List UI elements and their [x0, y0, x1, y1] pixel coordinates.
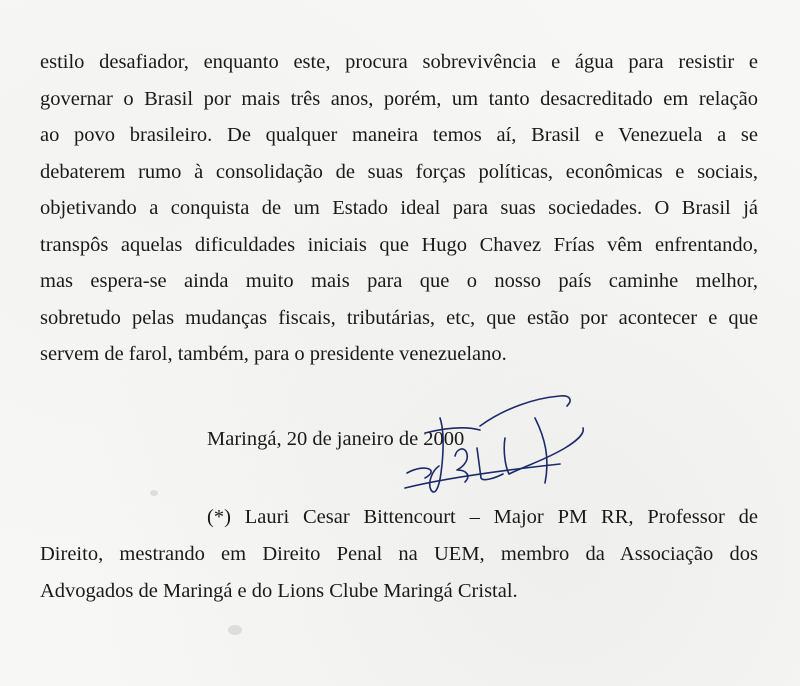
body-line: ao povo brasileiro. De qualquer maneira temos aí, Brasil e Venezuela a se — [40, 124, 758, 146]
author-note — [40, 499, 758, 610]
ink-smudge — [228, 625, 242, 635]
handwritten-signature — [385, 378, 595, 513]
author-note-line: Direito, mestrando em Direito Penal na UEM, membro da Associação dos — [40, 543, 758, 565]
body-line: estilo desafiador, enquanto este, procura sobrevivência e água para resistir e — [40, 51, 758, 73]
body-line: mas espera-se ainda muito mais para que o nosso país caminhe melhor, — [40, 270, 758, 292]
author-note-line: Advogados de Maringá e do Lions Clube Maringá Cristal. — [40, 580, 518, 602]
dateline: Maringá, 20 de janeiro de 2000 — [207, 428, 465, 450]
ink-smudge — [150, 490, 158, 496]
body-line: sobretudo pelas mudanças fiscais, tributárias, etc, que estão por acontecer e que — [40, 306, 758, 329]
body-paragraph — [40, 44, 758, 373]
body-line: transpôs aquelas dificuldades iniciais que Hugo Chavez Frías vêm enfrentando, — [40, 233, 758, 256]
body-line: governar o Brasil por mais três anos, porém, um tanto desacreditado em relação — [40, 87, 758, 110]
body-line: objetivando a conquista de um Estado ideal para suas sociedades. O Brasil já — [40, 197, 758, 219]
author-note-line: (*) Lauri Cesar Bittencourt – Major PM RR, Professor de — [207, 506, 758, 528]
body-line: servem de farol, também, para o presidente venezuelano. — [40, 343, 507, 365]
body-line: debaterem rumo à consolidação de suas forças políticas, econômicas e sociais, — [40, 160, 758, 183]
